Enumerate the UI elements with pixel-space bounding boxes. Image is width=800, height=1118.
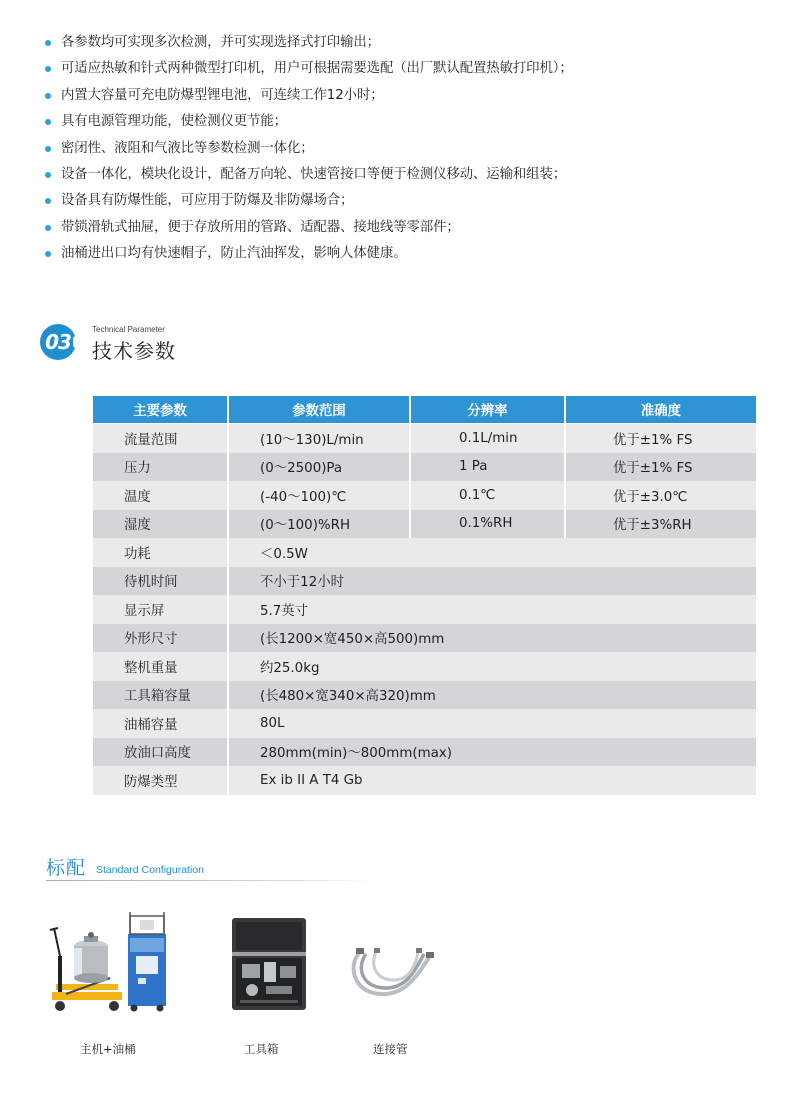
header-range: 参数范围 bbox=[229, 396, 409, 424]
param-name: 油桶容量 bbox=[93, 709, 227, 738]
param-name: 流量范围 bbox=[93, 424, 227, 453]
param-name: 功耗 bbox=[93, 538, 227, 567]
tool-case-image bbox=[226, 916, 312, 1016]
header-resolution: 分辨率 bbox=[411, 396, 564, 424]
param-name: 温度 bbox=[93, 481, 227, 510]
feature-text: 内置大容量可充电防爆型锂电池，可连续工作12小时； bbox=[61, 87, 384, 103]
feature-item bbox=[44, 109, 573, 135]
feature-item bbox=[44, 241, 573, 267]
param-accuracy: 优于±3%RH bbox=[566, 510, 756, 539]
config-title: 标配 bbox=[46, 857, 87, 879]
param-value: 不小于12小时 bbox=[229, 567, 756, 596]
param-name: 待机时间 bbox=[93, 567, 227, 596]
connecting-hose-icon bbox=[346, 944, 438, 1006]
config-divider bbox=[46, 880, 376, 881]
table-row bbox=[93, 652, 756, 681]
feature-item bbox=[44, 56, 573, 82]
param-range: (10～130)L/min bbox=[229, 424, 409, 453]
header-main-param: 主要参数 bbox=[93, 396, 227, 424]
param-resolution: 1 Pa bbox=[411, 453, 564, 482]
param-accuracy: 优于±3.0℃ bbox=[566, 481, 756, 510]
config-subtitle: Standard Configuration bbox=[96, 864, 204, 876]
param-resolution: 0.1L/min bbox=[411, 424, 564, 453]
bullet-dot-icon bbox=[45, 119, 51, 125]
feature-item bbox=[44, 188, 573, 214]
table-row bbox=[93, 538, 756, 567]
tool-case-icon bbox=[226, 916, 312, 1016]
param-resolution: 0.1%RH bbox=[411, 510, 564, 539]
bullet-dot-icon bbox=[45, 198, 51, 204]
feature-item bbox=[44, 162, 573, 188]
table-row bbox=[93, 453, 756, 482]
table-row bbox=[93, 481, 756, 510]
bullet-dot-icon bbox=[45, 146, 51, 152]
bullet-dot-icon bbox=[45, 93, 51, 99]
feature-text: 设备一体化，模块化设计，配备万向轮、快速管接口等便于检测仪移动、运输和组装； bbox=[61, 166, 567, 182]
section-number-badge bbox=[40, 324, 76, 360]
bullet-dot-icon bbox=[45, 66, 51, 72]
feature-item bbox=[44, 215, 573, 241]
param-name: 防爆类型 bbox=[93, 766, 227, 795]
bullet-dot-icon bbox=[45, 172, 51, 178]
feature-text: 具有电源管理功能，使检测仪更节能； bbox=[61, 114, 287, 130]
feature-text: 各参数均可实现多次检测，并可实现选择式打印输出； bbox=[61, 35, 380, 50]
feature-text: 设备具有防爆性能，可应用于防爆及非防爆场合； bbox=[61, 193, 354, 209]
caption-tool-case: 工具箱 bbox=[244, 1042, 279, 1056]
param-value: 280mm(min)～800mm(max) bbox=[229, 738, 756, 767]
table-row bbox=[93, 595, 756, 624]
feature-text: 密闭性、液阻和气液比等参数检测一体化； bbox=[61, 140, 314, 156]
param-value: ＜0.5W bbox=[229, 538, 756, 567]
table-row bbox=[93, 681, 756, 710]
table-row bbox=[93, 709, 756, 738]
bullet-dot-icon bbox=[45, 251, 51, 257]
table-row bbox=[93, 738, 756, 767]
param-accuracy: 优于±1% FS bbox=[566, 453, 756, 482]
section-number: 03 bbox=[45, 330, 71, 354]
feature-list bbox=[44, 30, 573, 268]
feature-text: 可适应热敏和针式两种微型打印机，用户可根据需要选配（出厂默认配置热敏打印机）； bbox=[61, 61, 573, 77]
hose-image bbox=[346, 944, 438, 1006]
table-row bbox=[93, 624, 756, 653]
table-row bbox=[93, 510, 756, 539]
table-row bbox=[93, 766, 756, 795]
param-value: (长480×宽340×高320)mm bbox=[229, 681, 756, 710]
param-name: 放油口高度 bbox=[93, 738, 227, 767]
param-range: (0～2500)Pa bbox=[229, 453, 409, 482]
param-name: 显示屏 bbox=[93, 595, 227, 624]
section-title: 技术参数 bbox=[92, 339, 176, 363]
param-name: 工具箱容量 bbox=[93, 681, 227, 710]
param-name: 湿度 bbox=[93, 510, 227, 539]
caption-main-unit: 主机+油桶 bbox=[80, 1042, 136, 1056]
caption-hose: 连接管 bbox=[373, 1042, 408, 1056]
badge-notch bbox=[73, 336, 79, 348]
table-row bbox=[93, 424, 756, 453]
param-range: (-40～100)℃ bbox=[229, 481, 409, 510]
param-resolution: 0.1℃ bbox=[411, 481, 564, 510]
param-value: (长1200×宽450×高500)mm bbox=[229, 624, 756, 653]
table-header-row bbox=[93, 396, 756, 424]
param-value: Ex ib II A T4 Gb bbox=[229, 766, 756, 795]
param-name: 整机重量 bbox=[93, 652, 227, 681]
feature-text: 带锁滑轨式抽屉，便于存放所用的管路、适配器、接地线等零部件； bbox=[61, 219, 460, 235]
bullet-dot-icon bbox=[45, 225, 51, 231]
table-row bbox=[93, 567, 756, 596]
parameter-table bbox=[91, 396, 758, 795]
param-value: 80L bbox=[229, 709, 756, 738]
param-range: (0～100)%RH bbox=[229, 510, 409, 539]
feature-text: 油桶进出口均有快速帽子，防止汽油挥发，影响人体健康。 bbox=[61, 246, 407, 262]
param-name: 压力 bbox=[93, 453, 227, 482]
bullet-dot-icon bbox=[45, 40, 51, 46]
main-unit-image bbox=[46, 908, 174, 1024]
feature-item bbox=[44, 30, 573, 56]
feature-item bbox=[44, 83, 573, 109]
param-accuracy: 优于±1% FS bbox=[566, 424, 756, 453]
feature-item bbox=[44, 136, 573, 162]
param-value: 5.7英寸 bbox=[229, 595, 756, 624]
header-accuracy: 准确度 bbox=[566, 396, 756, 424]
main-unit-and-drum-icon bbox=[46, 908, 174, 1024]
param-value: 约25.0kg bbox=[229, 652, 756, 681]
section-subtitle: Technical Parameter bbox=[92, 325, 165, 334]
param-name: 外形尺寸 bbox=[93, 624, 227, 653]
